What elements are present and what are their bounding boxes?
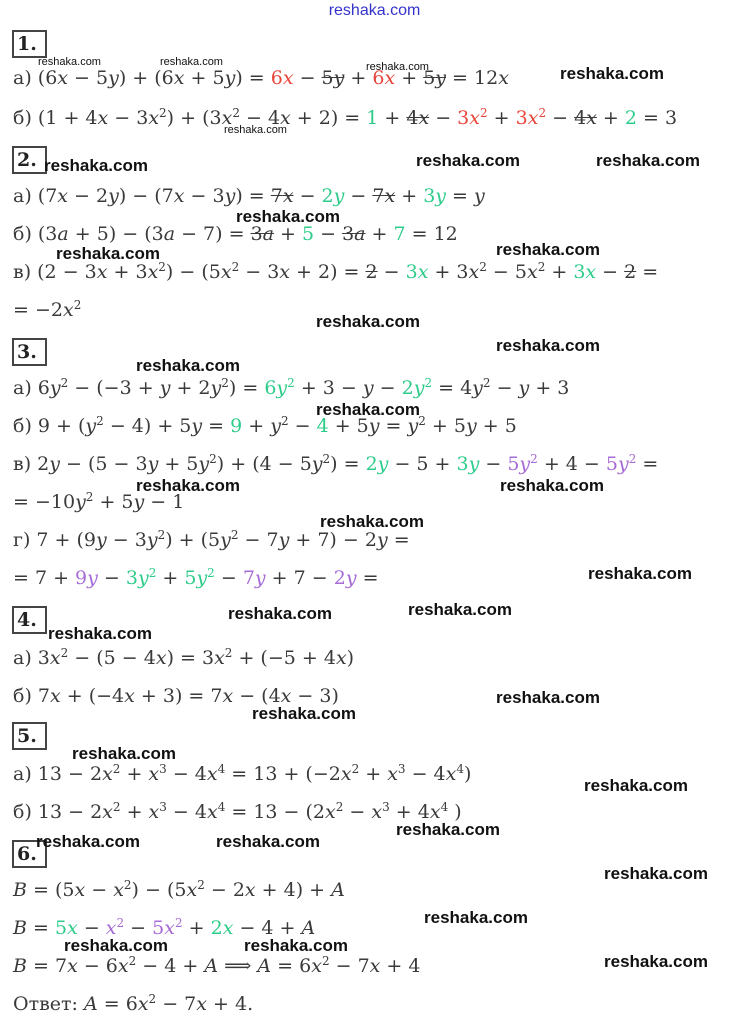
section-number-2: 2.	[12, 146, 47, 174]
equation-3g: г) $7 + (9y - 3y^2) + (5y^2 - 7y + 7) - 2y$ =	[13, 528, 410, 551]
watermark: reshaka.com	[72, 744, 176, 763]
watermark: reshaka.com	[136, 476, 240, 495]
watermark: reshaka.com	[44, 156, 148, 175]
watermark: reshaka.com	[408, 600, 512, 619]
equation-3v: в) $2y - (5 - 3y + 5y^2) + (4 - 5y^2) = 2y - 5 + 3y - 5y^2 + 4 - 5y^2$ =	[13, 452, 659, 475]
answer-line: Ответ: $A = 6x^2 - 7x + 4$.	[13, 992, 254, 1015]
equation-2a: а) (7x − 2y) − (7x − 3y) = 7x − 2y − 7x + 3y = y	[13, 185, 485, 207]
site-header: reshaka.com	[328, 2, 421, 19]
equation-5b: б) $13 - 2x^2 + x^3 - 4x^4 = 13 - (2x^2 - x^3 + 4x^4$ )	[13, 800, 462, 823]
equation-6-line1: $B = (5x - x^2) - (5x^2 - 2x + 4) + A$	[13, 878, 345, 901]
equation-3b: б) $9 + (y^2 - 4) + 5y = 9 + y^2 - 4 + 5y = y^2 + 5y + 5$	[13, 414, 517, 437]
equation-2b: б) (3a + 5) − (3a − 7) = 3a + 5 − 3a + 7 = 12	[13, 223, 458, 245]
equation-3v-cont: = $-10y^2 + 5y - 1$	[13, 490, 185, 513]
watermark: reshaka.com	[496, 336, 600, 355]
watermark: reshaka.com	[236, 207, 340, 226]
watermark: reshaka.com	[584, 776, 688, 795]
watermark: reshaka.com	[424, 908, 528, 927]
watermark: reshaka.com	[64, 936, 168, 955]
watermark: reshaka.com	[588, 564, 692, 583]
watermark: reshaka.com	[496, 240, 600, 259]
section-number-6: 6.	[12, 840, 47, 868]
equation-3g-cont: = $7 + 9y - 3y^2 + 5y^2 - 7y + 7 - 2y$ =	[13, 566, 379, 589]
watermark: reshaka.com	[316, 400, 420, 419]
watermark: reshaka.com	[38, 56, 101, 68]
watermark: reshaka.com	[224, 124, 287, 136]
equation-4a: а) $3x^2 - (5 - 4x) = 3x^2 + (-5 + 4x)$	[13, 646, 355, 669]
watermark: reshaka.com	[396, 820, 500, 839]
equation-2v: в) $(2 - 3x + 3x^2) - (5x^2 - 3x + 2) = 2 - 3x + 3x^2 - 5x^2 + 3x - 2$ =	[13, 260, 659, 283]
watermark: reshaka.com	[216, 832, 320, 851]
watermark: reshaka.com	[252, 704, 356, 723]
equation-6-line2: $B = 5x - x^2 - 5x^2 + 2x - 4 + A$	[13, 916, 316, 939]
section-number-3: 3.	[12, 338, 47, 366]
equation-5a: а) $13 - 2x^2 + x^3 - 4x^4 = 13 + (-2x^2 + x^3 - 4x^4)$	[13, 762, 472, 785]
watermark: reshaka.com	[160, 56, 223, 68]
watermark: reshaka.com	[496, 688, 600, 707]
watermark: reshaka.com	[36, 832, 140, 851]
watermark: reshaka.com	[604, 864, 708, 883]
watermark: reshaka.com	[244, 936, 348, 955]
watermark: reshaka.com	[48, 624, 152, 643]
section-number-4: 4.	[12, 606, 47, 634]
equation-4b: б) 7x + (−4x + 3) = 7x − (4x − 3)	[13, 685, 339, 707]
watermark: reshaka.com	[136, 356, 240, 375]
watermark: reshaka.com	[56, 244, 160, 263]
equation-3a: а) $6y^2 - (-3 + y + 2y^2) = 6y^2 + 3 - y - 2y^2 = 4y^2 - y + 3$	[13, 376, 570, 399]
watermark: reshaka.com	[416, 151, 520, 170]
watermark: reshaka.com	[500, 476, 604, 495]
equation-2v-cont: = $-2x^2$	[13, 298, 82, 321]
watermark: reshaka.com	[560, 64, 664, 83]
watermark: reshaka.com	[228, 604, 332, 623]
equation-1a: а) (6x − 5y) + (6x + 5y) = 6x − 5y + 6x + 5y = 12x	[13, 67, 509, 89]
watermark: reshaka.com	[366, 61, 429, 73]
section-number-5: 5.	[12, 722, 47, 750]
equation-1b: б) $(1 + 4x - 3x^2) + (3x^2 - 4x + 2) = 1 + 4x - 3x^2 + 3x^2 - 4x + 2 = 3$	[13, 106, 678, 129]
watermark: reshaka.com	[316, 312, 420, 331]
section-number-1: 1.	[12, 30, 47, 58]
watermark: reshaka.com	[604, 952, 708, 971]
watermark: reshaka.com	[596, 151, 700, 170]
watermark: reshaka.com	[320, 512, 424, 531]
equation-6-line3: $B = 7x - 6x^2 - 4 + A$ ⟹ $A = 6x^2 - 7x + 4$	[13, 954, 421, 977]
